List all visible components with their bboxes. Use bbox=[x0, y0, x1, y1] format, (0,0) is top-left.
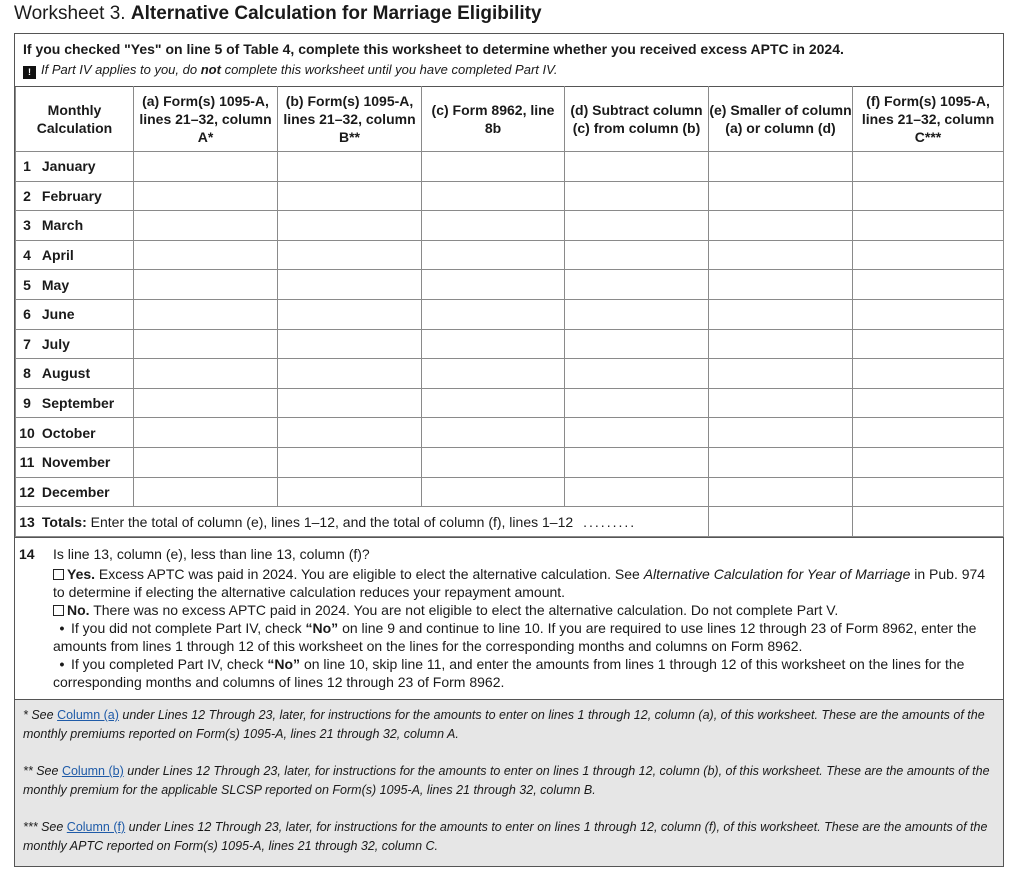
footnote-text: under Lines 12 Through 23, later, for instructions for the amounts to enter on lines 1 through 12, column (f), of this worksheet. These are the amounts of the monthly APTC reported on Form(s) 1095-A, lines 21 through 32, column C. bbox=[23, 820, 988, 853]
month-name: September bbox=[41, 395, 115, 412]
line-14-question bbox=[19, 545, 370, 563]
line-number: 9 bbox=[23, 395, 31, 412]
header-column-f: (f) Form(s) 1095-A, lines 21–32, column C*** bbox=[853, 87, 1004, 152]
column-c-field[interactable] bbox=[422, 388, 565, 418]
column-a-field[interactable] bbox=[134, 270, 278, 300]
line-number: 4 bbox=[23, 247, 31, 264]
column-e-field[interactable] bbox=[709, 359, 853, 389]
month-name: May bbox=[41, 276, 70, 293]
header-column-c: (c) Form 8962, line 8b bbox=[422, 87, 565, 152]
yes-text-a: Excess APTC was paid in 2024. You are eligible to elect the alternative calculation. See bbox=[98, 566, 640, 582]
column-a-field[interactable] bbox=[134, 388, 278, 418]
month-label-cell bbox=[16, 181, 134, 211]
header-monthly-calculation: Monthly Calculation bbox=[16, 87, 134, 152]
column-a-link[interactable]: Column (a) bbox=[57, 708, 119, 722]
month-label-cell bbox=[16, 211, 134, 241]
month-name: January bbox=[41, 158, 96, 175]
month-name: February bbox=[41, 187, 102, 204]
column-f-field[interactable] bbox=[853, 329, 1004, 359]
header-column-e: (e) Smaller of column (a) or column (d) bbox=[709, 87, 853, 152]
month-label-cell bbox=[16, 270, 134, 300]
bullet2-text-a: If you completed Part IV, check bbox=[71, 656, 264, 672]
line-14-answers bbox=[53, 565, 993, 691]
yes-checkbox[interactable] bbox=[53, 569, 64, 580]
worksheet-number: Worksheet 3. bbox=[14, 3, 126, 24]
footnote-column-f bbox=[23, 818, 993, 856]
column-b-field[interactable] bbox=[278, 299, 422, 329]
yes-option bbox=[53, 565, 993, 601]
column-c-field[interactable] bbox=[422, 477, 565, 507]
column-a-field[interactable] bbox=[134, 211, 278, 241]
month-label-cell bbox=[16, 388, 134, 418]
column-d-field[interactable] bbox=[565, 211, 709, 241]
column-b-field[interactable] bbox=[278, 152, 422, 182]
warning-icon: ! bbox=[23, 66, 36, 79]
line-number: 2 bbox=[23, 187, 31, 204]
caution-text-b: complete this worksheet until you have completed Part IV. bbox=[224, 62, 558, 77]
column-c-field[interactable] bbox=[422, 418, 565, 448]
column-a-field[interactable] bbox=[134, 299, 278, 329]
header-column-a: (a) Form(s) 1095-A, lines 21–32, column A* bbox=[134, 87, 278, 152]
column-c-field[interactable] bbox=[422, 447, 565, 477]
totals-dots: ......... bbox=[583, 513, 637, 530]
no-text: There was no excess APTC paid in 2024. You are not eligible to elect the alternative calculation. Do not complete Part V. bbox=[93, 602, 839, 618]
column-b-field[interactable] bbox=[278, 388, 422, 418]
month-label-cell bbox=[16, 152, 134, 182]
column-f-field[interactable] bbox=[853, 359, 1004, 389]
intro-instruction: If you checked "Yes" on line 5 of Table 4, complete this worksheet to determine whether you received excess APTC in 2024. bbox=[23, 41, 844, 57]
bullet1-text-a: If you did not complete Part IV, check bbox=[71, 620, 302, 636]
totals-label-cell bbox=[16, 507, 709, 537]
worksheet-box bbox=[14, 33, 1004, 867]
column-a-field[interactable] bbox=[134, 359, 278, 389]
line-number: 5 bbox=[23, 276, 31, 293]
column-d-field[interactable] bbox=[565, 418, 709, 448]
caution-not: not bbox=[200, 62, 221, 77]
totals-column-e-field[interactable] bbox=[709, 507, 853, 537]
bullet2-no: “No” bbox=[267, 656, 301, 672]
column-f-field[interactable] bbox=[853, 299, 1004, 329]
footnote-prefix: ** See bbox=[23, 764, 59, 778]
footnote-prefix: * See bbox=[23, 708, 54, 722]
table-row bbox=[16, 329, 1004, 359]
column-a-field[interactable] bbox=[134, 447, 278, 477]
column-e-field[interactable] bbox=[709, 270, 853, 300]
column-f-field[interactable] bbox=[853, 181, 1004, 211]
column-d-field[interactable] bbox=[565, 270, 709, 300]
column-c-field[interactable] bbox=[422, 152, 565, 182]
month-name: August bbox=[41, 365, 91, 382]
intro bbox=[23, 40, 993, 79]
no-label: No. bbox=[67, 602, 90, 618]
column-d-field[interactable] bbox=[565, 299, 709, 329]
column-e-field[interactable] bbox=[709, 329, 853, 359]
column-a-field[interactable] bbox=[134, 152, 278, 182]
column-e-field[interactable] bbox=[709, 240, 853, 270]
column-a-field[interactable] bbox=[134, 418, 278, 448]
month-label-cell bbox=[16, 447, 134, 477]
column-e-field[interactable] bbox=[709, 152, 853, 182]
column-c-field[interactable] bbox=[422, 240, 565, 270]
line-number: 12 bbox=[19, 483, 35, 500]
table-row bbox=[16, 211, 1004, 241]
column-f-field[interactable] bbox=[853, 477, 1004, 507]
table-row bbox=[16, 181, 1004, 211]
month-label-cell bbox=[16, 418, 134, 448]
bullet-part-iv-not-completed bbox=[53, 619, 993, 655]
column-a-field[interactable] bbox=[134, 329, 278, 359]
intro-caution bbox=[23, 61, 993, 79]
column-b-field[interactable] bbox=[278, 181, 422, 211]
no-checkbox[interactable] bbox=[53, 605, 64, 616]
table-row bbox=[16, 418, 1004, 448]
column-d-field[interactable] bbox=[565, 447, 709, 477]
column-e-field[interactable] bbox=[709, 299, 853, 329]
line-number: 10 bbox=[19, 424, 35, 441]
month-name: March bbox=[41, 217, 84, 234]
column-f-field[interactable] bbox=[853, 211, 1004, 241]
month-label-cell bbox=[16, 359, 134, 389]
column-c-field[interactable] bbox=[422, 329, 565, 359]
column-c-field[interactable] bbox=[422, 211, 565, 241]
column-a-field[interactable] bbox=[134, 477, 278, 507]
line-number: 1 bbox=[23, 158, 31, 175]
column-b-field[interactable] bbox=[278, 270, 422, 300]
bullet-icon: • bbox=[59, 656, 65, 672]
column-c-field[interactable] bbox=[422, 299, 565, 329]
month-label-cell bbox=[16, 240, 134, 270]
line-number: 3 bbox=[23, 217, 31, 234]
line-14-number: 14 bbox=[19, 546, 35, 562]
line-number: 7 bbox=[23, 335, 31, 352]
yes-text-italic: Alternative Calculation for Year of Marriage bbox=[643, 566, 911, 582]
column-b-field[interactable] bbox=[278, 447, 422, 477]
month-label-cell bbox=[16, 477, 134, 507]
table-row bbox=[16, 270, 1004, 300]
column-b-field[interactable] bbox=[278, 418, 422, 448]
column-e-field[interactable] bbox=[709, 211, 853, 241]
table-row bbox=[16, 152, 1004, 182]
month-name: April bbox=[41, 247, 74, 264]
totals-label: Totals: bbox=[41, 513, 87, 530]
column-c-field[interactable] bbox=[422, 181, 565, 211]
table-row bbox=[16, 359, 1004, 389]
column-d-field[interactable] bbox=[565, 477, 709, 507]
column-d-field[interactable] bbox=[565, 181, 709, 211]
month-name: July bbox=[41, 335, 70, 352]
line-number: 11 bbox=[19, 454, 35, 471]
column-d-field[interactable] bbox=[565, 240, 709, 270]
column-b-field[interactable] bbox=[278, 240, 422, 270]
column-e-field[interactable] bbox=[709, 418, 853, 448]
month-name: November bbox=[41, 454, 111, 471]
totals-column-f-field[interactable] bbox=[853, 507, 1004, 537]
column-b-field[interactable] bbox=[278, 329, 422, 359]
column-f-field[interactable] bbox=[853, 152, 1004, 182]
header-column-b: (b) Form(s) 1095-A, lines 21–32, column B** bbox=[278, 87, 422, 152]
month-label-cell bbox=[16, 329, 134, 359]
footnote-column-a bbox=[23, 706, 993, 744]
column-b-field[interactable] bbox=[278, 477, 422, 507]
month-label-cell bbox=[16, 299, 134, 329]
footnotes-panel bbox=[15, 700, 1003, 866]
month-name: October bbox=[41, 424, 96, 441]
yes-text-b: in Pub. 974 to determine if electing the alternative calculation reduces your repayment amount. bbox=[53, 566, 986, 600]
column-a-field[interactable] bbox=[134, 240, 278, 270]
header-column-d: (d) Subtract column (c) from column (b) bbox=[565, 87, 709, 152]
column-e-field[interactable] bbox=[709, 388, 853, 418]
column-f-field[interactable] bbox=[853, 270, 1004, 300]
table-row bbox=[16, 240, 1004, 270]
column-f-field[interactable] bbox=[853, 447, 1004, 477]
monthly-calculation-table bbox=[15, 86, 1004, 537]
column-e-field[interactable] bbox=[709, 447, 853, 477]
table-header-row bbox=[16, 87, 1004, 152]
bullet-part-iv-completed bbox=[53, 655, 993, 691]
worksheet-title bbox=[14, 2, 542, 26]
column-d-field[interactable] bbox=[565, 329, 709, 359]
worksheet-name: Alternative Calculation for Marriage Eligibility bbox=[130, 3, 542, 24]
bullet-icon: • bbox=[59, 620, 65, 636]
totals-instruction: Enter the total of column (e), lines 1–12, and the total of column (f), lines 1–12 bbox=[90, 513, 574, 530]
month-name: June bbox=[41, 306, 75, 323]
column-d-field[interactable] bbox=[565, 359, 709, 389]
column-f-field[interactable] bbox=[853, 388, 1004, 418]
table-row bbox=[16, 388, 1004, 418]
column-d-field[interactable] bbox=[565, 152, 709, 182]
line-number: 6 bbox=[23, 306, 31, 323]
line-14-section bbox=[15, 537, 1003, 700]
column-f-field[interactable] bbox=[853, 418, 1004, 448]
caution-text-a: If Part IV applies to you, do bbox=[41, 62, 198, 77]
column-f-field[interactable] bbox=[853, 240, 1004, 270]
footnote-prefix: *** See bbox=[23, 820, 64, 834]
yes-label: Yes. bbox=[67, 566, 96, 582]
no-option bbox=[53, 601, 993, 619]
column-a-field[interactable] bbox=[134, 181, 278, 211]
table-row bbox=[16, 477, 1004, 507]
line-number: 8 bbox=[23, 365, 31, 382]
column-c-field[interactable] bbox=[422, 270, 565, 300]
month-name: December bbox=[41, 483, 110, 500]
bullet2-text-b: on line 10, skip line 11, and enter the amounts from lines 1 through 12 of this worksheet on the lines for the corresponding months and columns of lines 12 through 23 of Form 8962. bbox=[53, 656, 965, 690]
line-14-question-text: Is line 13, column (e), less than line 13, column (f)? bbox=[53, 546, 370, 562]
column-e-field[interactable] bbox=[709, 181, 853, 211]
column-e-field[interactable] bbox=[709, 477, 853, 507]
totals-row bbox=[16, 507, 1004, 537]
table-row bbox=[16, 299, 1004, 329]
totals-line-number: 13 bbox=[19, 513, 35, 530]
table-row bbox=[16, 447, 1004, 477]
bullet1-text-b: on line 9 and continue to line 10. If you are required to use lines 12 through 23 of Form 8962, enter the amounts from lines 1 through 12 of this worksheet on the lines for the corresponding months and columns on Form 8962. bbox=[53, 620, 977, 654]
bullet1-no: “No” bbox=[305, 620, 339, 636]
column-b-link[interactable]: Column (b) bbox=[61, 764, 124, 778]
column-c-field[interactable] bbox=[422, 359, 565, 389]
column-d-field[interactable] bbox=[565, 388, 709, 418]
column-f-link[interactable]: Column (f) bbox=[66, 820, 126, 834]
footnote-text: under Lines 12 Through 23, later, for instructions for the amounts to enter on lines 1 through 12, column (a), of this worksheet. These are the amounts of the monthly premiums reported on Form(s) 1095-A, lines 21 through 32, column A. bbox=[23, 708, 985, 741]
footnote-text: under Lines 12 Through 23, later, for instructions for the amounts to enter on lines 1 through 12, column (b), of this worksheet. These are the amounts of the monthly premium for the applicable SLCSP reported on Form(s) 1095-A, lines 21 through 32, column B. bbox=[23, 764, 990, 797]
column-b-field[interactable] bbox=[278, 359, 422, 389]
footnote-column-b bbox=[23, 762, 993, 800]
column-b-field[interactable] bbox=[278, 211, 422, 241]
